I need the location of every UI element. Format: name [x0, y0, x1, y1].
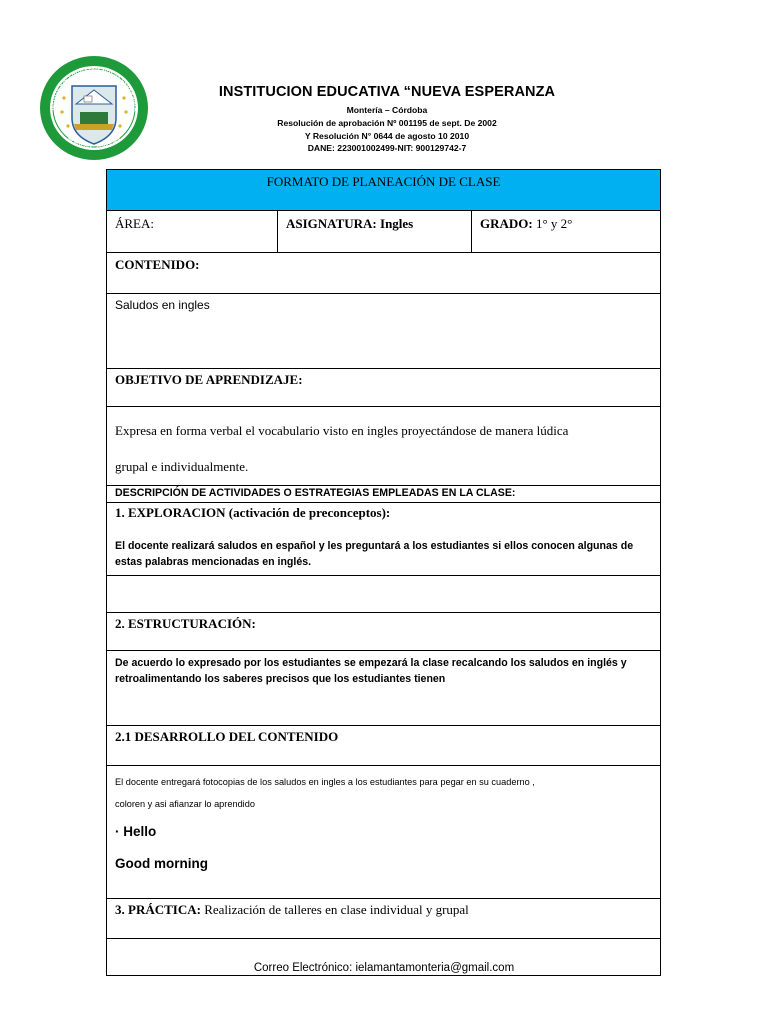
exploration-text: El docente realizará saludos en español y les preguntará a los estudiantes si ellos conocen algunas de estas palabras mencionadas en inglés. — [115, 540, 634, 568]
area-row — [107, 211, 661, 253]
development-cell — [107, 766, 661, 899]
exploration-cell — [107, 503, 661, 576]
content-value: Saludos en ingles — [107, 294, 661, 369]
objective-line-1: Expresa en forma verbal el vocabulario visto en ingles proyectándose de manera lúdica — [115, 423, 569, 438]
exploration-row — [107, 503, 661, 576]
school-seal-logo — [38, 52, 150, 164]
form-title-row — [107, 170, 661, 211]
objective-label-row — [107, 369, 661, 407]
grade-cell — [472, 211, 661, 253]
institution-header — [150, 84, 624, 155]
objective-text-row — [107, 407, 661, 486]
subject-label: ASIGNATURA: Ingles — [278, 211, 472, 253]
development-item-good-morning: Good morning — [115, 856, 208, 871]
seal-bottom-text: MONTERIA · CORDOBA — [65, 136, 123, 152]
development-line-1: El docente entregará fotocopias de los saludos en ingles a los estudiantes para pegar en su cuaderno , — [115, 777, 535, 787]
content-value-row — [107, 294, 661, 369]
structuring-text-row — [107, 651, 661, 726]
seal-top-text: NSTITUCION EDUCATIVA NUEVA ESPERANZA — [49, 67, 139, 112]
institution-resolution-1: Resolución de aprobación Nº 001195 de sept. De 2002 — [277, 117, 497, 128]
objective-text — [107, 407, 661, 486]
structuring-text: De acuerdo lo expresado por los estudiantes se empezará la clase recalcando los saludos en inglés y retroalimentando los saberes precisos que los estudiantes tienen — [107, 651, 661, 726]
activities-label-row — [107, 486, 661, 503]
area-label: ÁREA: — [107, 211, 278, 253]
class-planning-form — [106, 169, 661, 976]
institution-resolution-2: Y Resolución N° 0644 de agosto 10 2010 — [304, 130, 470, 141]
activities-label: DESCRIPCIÓN DE ACTIVIDADES O ESTRATEGIAS EMPLEADAS EN LA CLASE: — [107, 486, 661, 503]
empty-row — [107, 576, 661, 613]
development-label-row — [107, 726, 661, 766]
footer-email: Correo Electrónico: ielamantamonteria@gmail.com — [253, 962, 515, 974]
institution-title: INSTITUCION EDUCATIVA “NUEVA ESPERANZA — [218, 84, 556, 100]
development-text-row — [107, 766, 661, 899]
content-label: CONTENIDO: — [107, 253, 661, 294]
structuring-title: 2. ESTRUCTURACIÓN: — [107, 613, 661, 651]
objective-line-2: grupal e individualmente. — [115, 459, 249, 474]
form-title: FORMATO DE PLANEACIÓN DE CLASE — [107, 170, 661, 211]
development-line-2: coloren y asi afianzar lo aprendido — [115, 799, 255, 809]
structuring-label-row — [107, 613, 661, 651]
development-title: 2.1 DESARROLLO DEL CONTENIDO — [107, 726, 661, 766]
practice-cell — [107, 899, 661, 939]
objective-label: OBJETIVO DE APRENDIZAJE: — [107, 369, 661, 407]
institution-city: Montería – Córdoba — [346, 105, 428, 115]
content-label-row — [107, 253, 661, 294]
grade-value: 1° y 2° — [532, 216, 573, 231]
exploration-title: 1. EXPLORACION (activación de preconceptos): — [115, 505, 391, 520]
practice-label: 3. PRÁCTICA: — [115, 902, 201, 917]
grade-label: GRADO: — [480, 216, 533, 231]
practice-text: Realización de talleres en clase individual y grupal — [200, 902, 469, 917]
institution-dane: DANE: 223001002499-NIT: 900129742-7 — [307, 143, 467, 154]
practice-row — [107, 899, 661, 939]
development-item-hello: · Hello — [115, 824, 157, 839]
